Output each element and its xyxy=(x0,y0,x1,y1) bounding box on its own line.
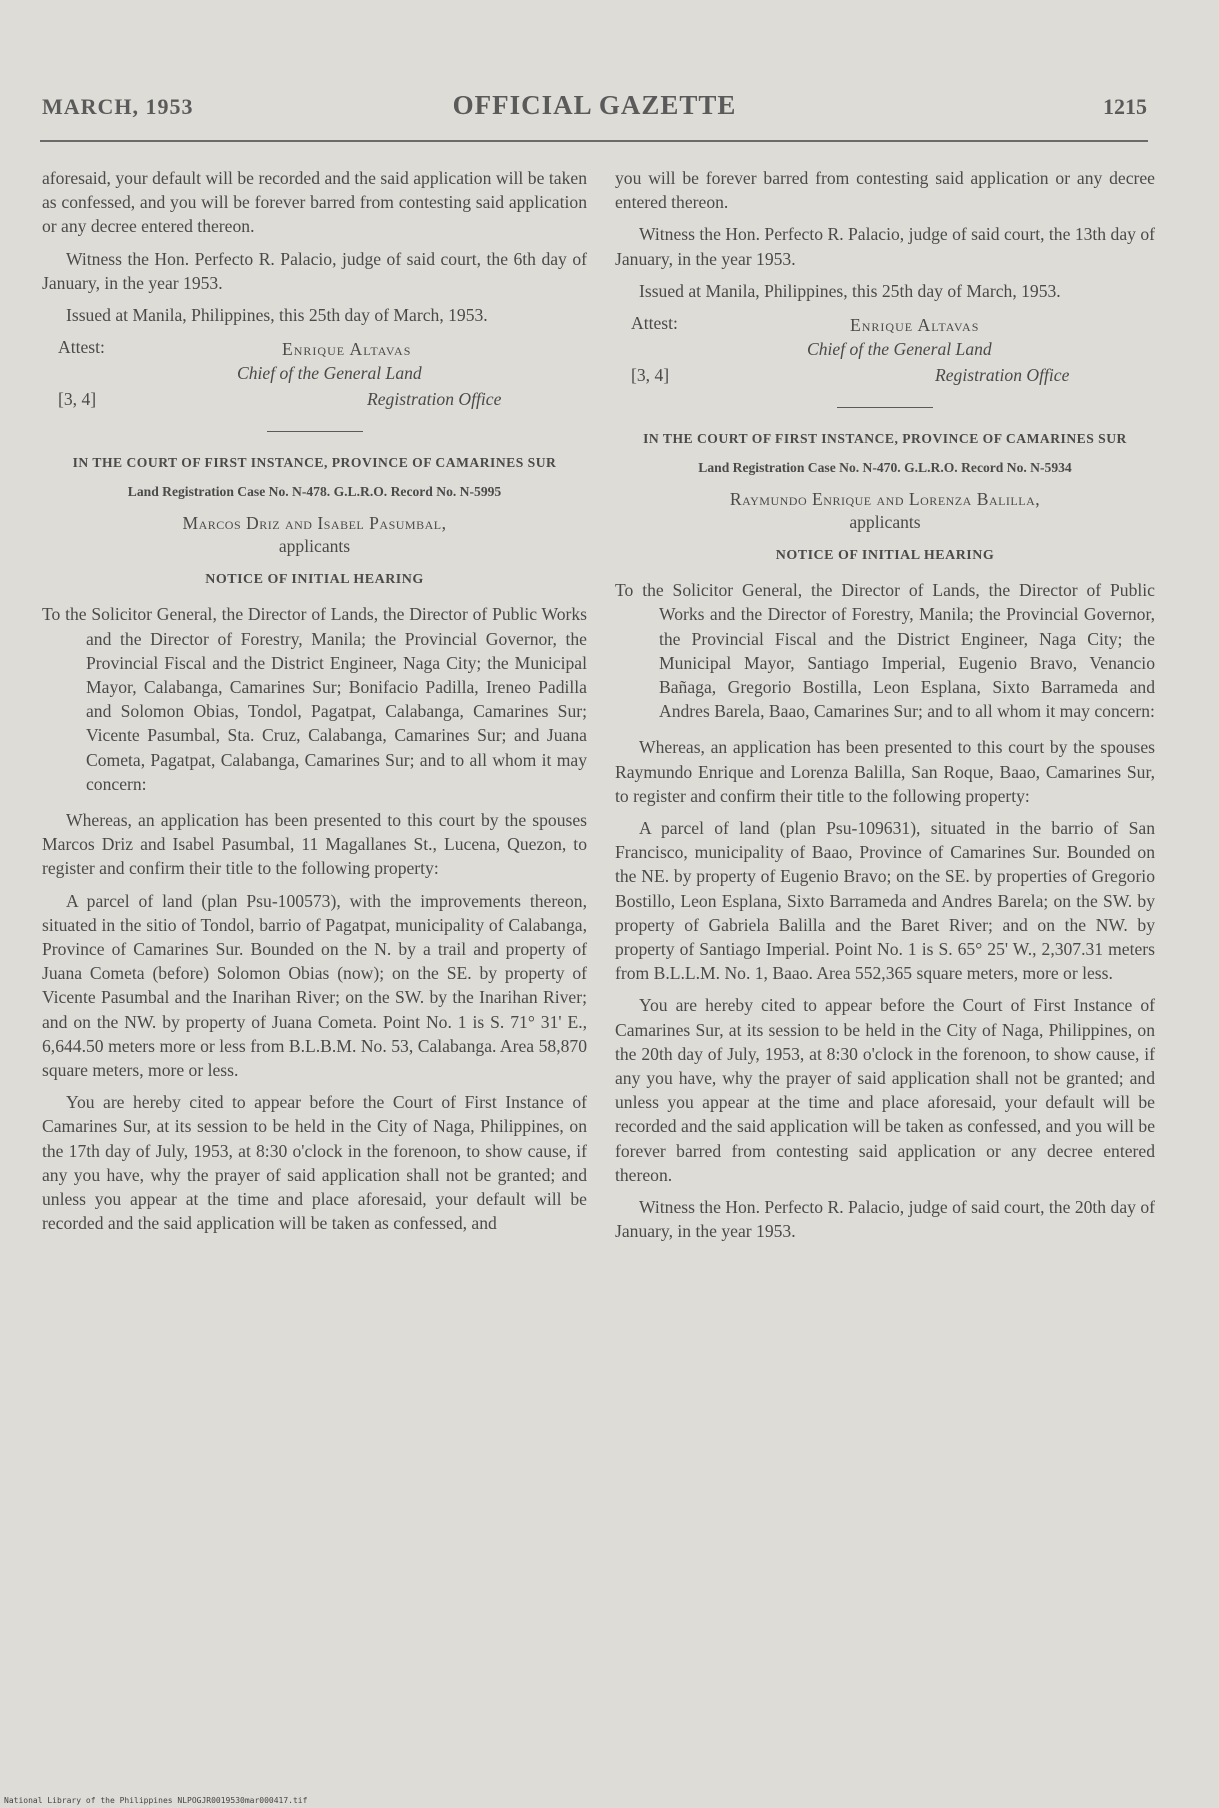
section-divider xyxy=(837,407,933,408)
attest-label: Attest: xyxy=(58,337,105,358)
applicants-label: applicants xyxy=(849,512,921,533)
left-whereas-paragraph: Whereas, an application has been presented to this court by the spouses Marcos Driz and Isabel Pasumbal, 11 Magallanes St., Lucena, Quezon, to register and confirm their title to the following property: xyxy=(42,810,587,879)
attest-code: [3, 4] xyxy=(58,389,97,410)
section-divider xyxy=(267,431,363,432)
left-attest-block xyxy=(42,335,587,409)
left-continued-paragraph: aforesaid, your default will be recorded and the said application will be taken as confessed, and you will be forever barred from contesting said application or any decree entered thereon. xyxy=(42,168,587,237)
left-parcel-paragraph: A parcel of land (plan Psu-100573), with the improvements thereon, situated in the sitio of Tondol, barrio of Pagatpat, municipality of Calabanga, Province of Camarines Sur. Bounded on the N. by a trail and property of Juana Cometa (before) Solomon Obias (now); on the SE. by property of Vicente Pasumbal and the Inarihan River; on the SW. by the Inarihan River; and on the NW. by property of Juana Cometa. Point No. 1 is S. 71° 31' E., 6,644.50 meters more or less from B.L.B.M. No. 53, Calabanga. Area 58,870 square meters, more or less. xyxy=(42,890,587,1081)
applicant-names: Raymundo Enrique and Lorenza Balilla, xyxy=(729,489,1041,510)
page-header xyxy=(42,90,1147,130)
left-issued-paragraph: Issued at Manila, Philippines, this 25th day of March, 1953. xyxy=(66,305,488,326)
attest-title-line-1: Chief of the General Land xyxy=(807,339,992,360)
right-continued-paragraph: you will be forever barred from contesting said application or any decree entered thereon. xyxy=(615,168,1155,213)
left-court-heading: IN THE COURT OF FIRST INSTANCE, PROVINCE OF CAMARINES SUR xyxy=(72,455,557,471)
left-column xyxy=(42,166,587,1244)
header-page-number: 1215 xyxy=(1103,94,1147,119)
right-attest-block xyxy=(615,311,1155,385)
right-notice-heading: NOTICE OF INITIAL HEARING xyxy=(775,548,995,564)
right-addressees: To the Solicitor General, the Director of Lands, the Director of Public Works and the Director of Forestry, Manila; the Provincial Governor, the Provincial Fiscal and the District Engineer, Naga City; the Municipal Mayor, Santiago Imperial, Eugenio Bravo, Venancio Bañaga, Gregorio Bostilla, Leon Esplana, Sixto Barrameda and Andres Barela, Baao, Camarines Sur; and to all whom it may concern: xyxy=(615,580,1155,722)
right-parcel-paragraph: A parcel of land (plan Psu-109631), situated in the barrio of San Francisco, municipality of Baao, Province of Camarines Sur. Bounded on the NE. by property of Eugenio Bravo; on the SE. by properties of Gregorio Bostillo, Leon Esplana, Sixto Barrameda and Andres Barela; on the SW. by property of Gabriela Balilla and the Baret River; and on the NW. by property of Santiago Imperial. Point No. 1 is S. 65° 25' W., 2,307.31 meters from B.L.L.M. No. 1, Baao. Area 552,365 square meters, more or less. xyxy=(615,818,1155,984)
attest-title-line-2: Registration Office xyxy=(935,365,1070,386)
right-whereas-paragraph: Whereas, an application has been presented to this court by the spouses Raymundo Enrique and Lorenza Balilla, San Roque, Baao, Camarines Sur, to register and confirm their title to the following property: xyxy=(615,737,1155,806)
attest-name: Enrique Altavas xyxy=(850,315,980,336)
left-witness-paragraph: Witness the Hon. Perfecto R. Palacio, judge of said court, the 6th day of January, in the year 1953. xyxy=(42,248,587,293)
header-rule xyxy=(40,140,1148,142)
left-addressees: To the Solicitor General, the Director of Lands, the Director of Public Works and the Director of Forestry, Manila; the Provincial Governor, the Provincial Fiscal and the District Engineer, Naga City; the Municipal Mayor, Calabanga, Camarines Sur; Bonifacio Padilla, Ireneo Padilla and Solomon Obias, Tondol, Pagatpat, Calabanga, Camarines Sur; Vicente Pasumbal, Sta. Cruz, Calabanga, Camarines Sur; and Juana Cometa, Pagatpat, Calabanga, Camarines Sur; and to all whom it may concern: xyxy=(42,604,587,794)
right-case-number: Land Registration Case No. N-470. G.L.R.O. Record No. N-5934 xyxy=(698,460,1072,476)
right-witness-paragraph: Witness the Hon. Perfecto R. Palacio, judge of said court, the 13th day of January, in the year 1953. xyxy=(615,224,1155,269)
right-column xyxy=(615,166,1155,1252)
header-date: MARCH, 1953 xyxy=(42,94,194,119)
attest-label: Attest: xyxy=(631,313,678,334)
applicants-label: applicants xyxy=(278,536,351,557)
right-applicants xyxy=(615,488,1155,534)
right-court-heading: IN THE COURT OF FIRST INSTANCE, PROVINCE OF CAMARINES SUR xyxy=(643,431,1127,447)
attest-code: [3, 4] xyxy=(631,365,670,386)
header-title: OFFICIAL GAZETTE xyxy=(452,90,737,120)
scan-footer: National Library of the Philippines NLPOGJR0019530mar000417.tif xyxy=(4,1796,308,1805)
left-case-number: Land Registration Case No. N-478. G.L.R.O. Record No. N-5995 xyxy=(127,484,502,500)
applicant-names: Marcos Driz and Isabel Pasumbal, xyxy=(182,513,447,534)
right-cited-paragraph: You are hereby cited to appear before the Court of First Instance of Camarines Sur, at its session to be held in the City of Naga, Philippines, on the 20th day of July, 1953, at 8:30 o'clock in the forenoon, to show cause, if any you have, why the prayer of said application shall not be granted; and unless you appear at the time and place aforesaid, your default will be recorded and the said application will be taken as confessed, and you will be forever barred from contesting said application or any decree entered thereon. xyxy=(615,995,1155,1185)
left-cited-paragraph: You are hereby cited to appear before the Court of First Instance of Camarines Sur, at its session to be held in the City of Naga, Philippines, on the 17th day of July, 1953, at 8:30 o'clock in the forenoon, to show cause, if any you have, why the prayer of said application shall not be granted; and unless you appear at the time and place aforesaid, your default will be recorded and the said application will be taken as confessed, and xyxy=(42,1092,587,1234)
right-witness-paragraph-2: Witness the Hon. Perfecto R. Palacio, judge of said court, the 20th day of January, in the year 1953. xyxy=(615,1197,1155,1242)
left-applicants xyxy=(42,512,587,558)
attest-title-line-2: Registration Office xyxy=(367,389,502,410)
right-issued-paragraph: Issued at Manila, Philippines, this 25th day of March, 1953. xyxy=(639,280,1061,301)
left-notice-heading: NOTICE OF INITIAL HEARING xyxy=(205,572,424,588)
attest-title-line-1: Chief of the General Land xyxy=(237,363,422,384)
attest-name: Enrique Altavas xyxy=(282,339,412,360)
